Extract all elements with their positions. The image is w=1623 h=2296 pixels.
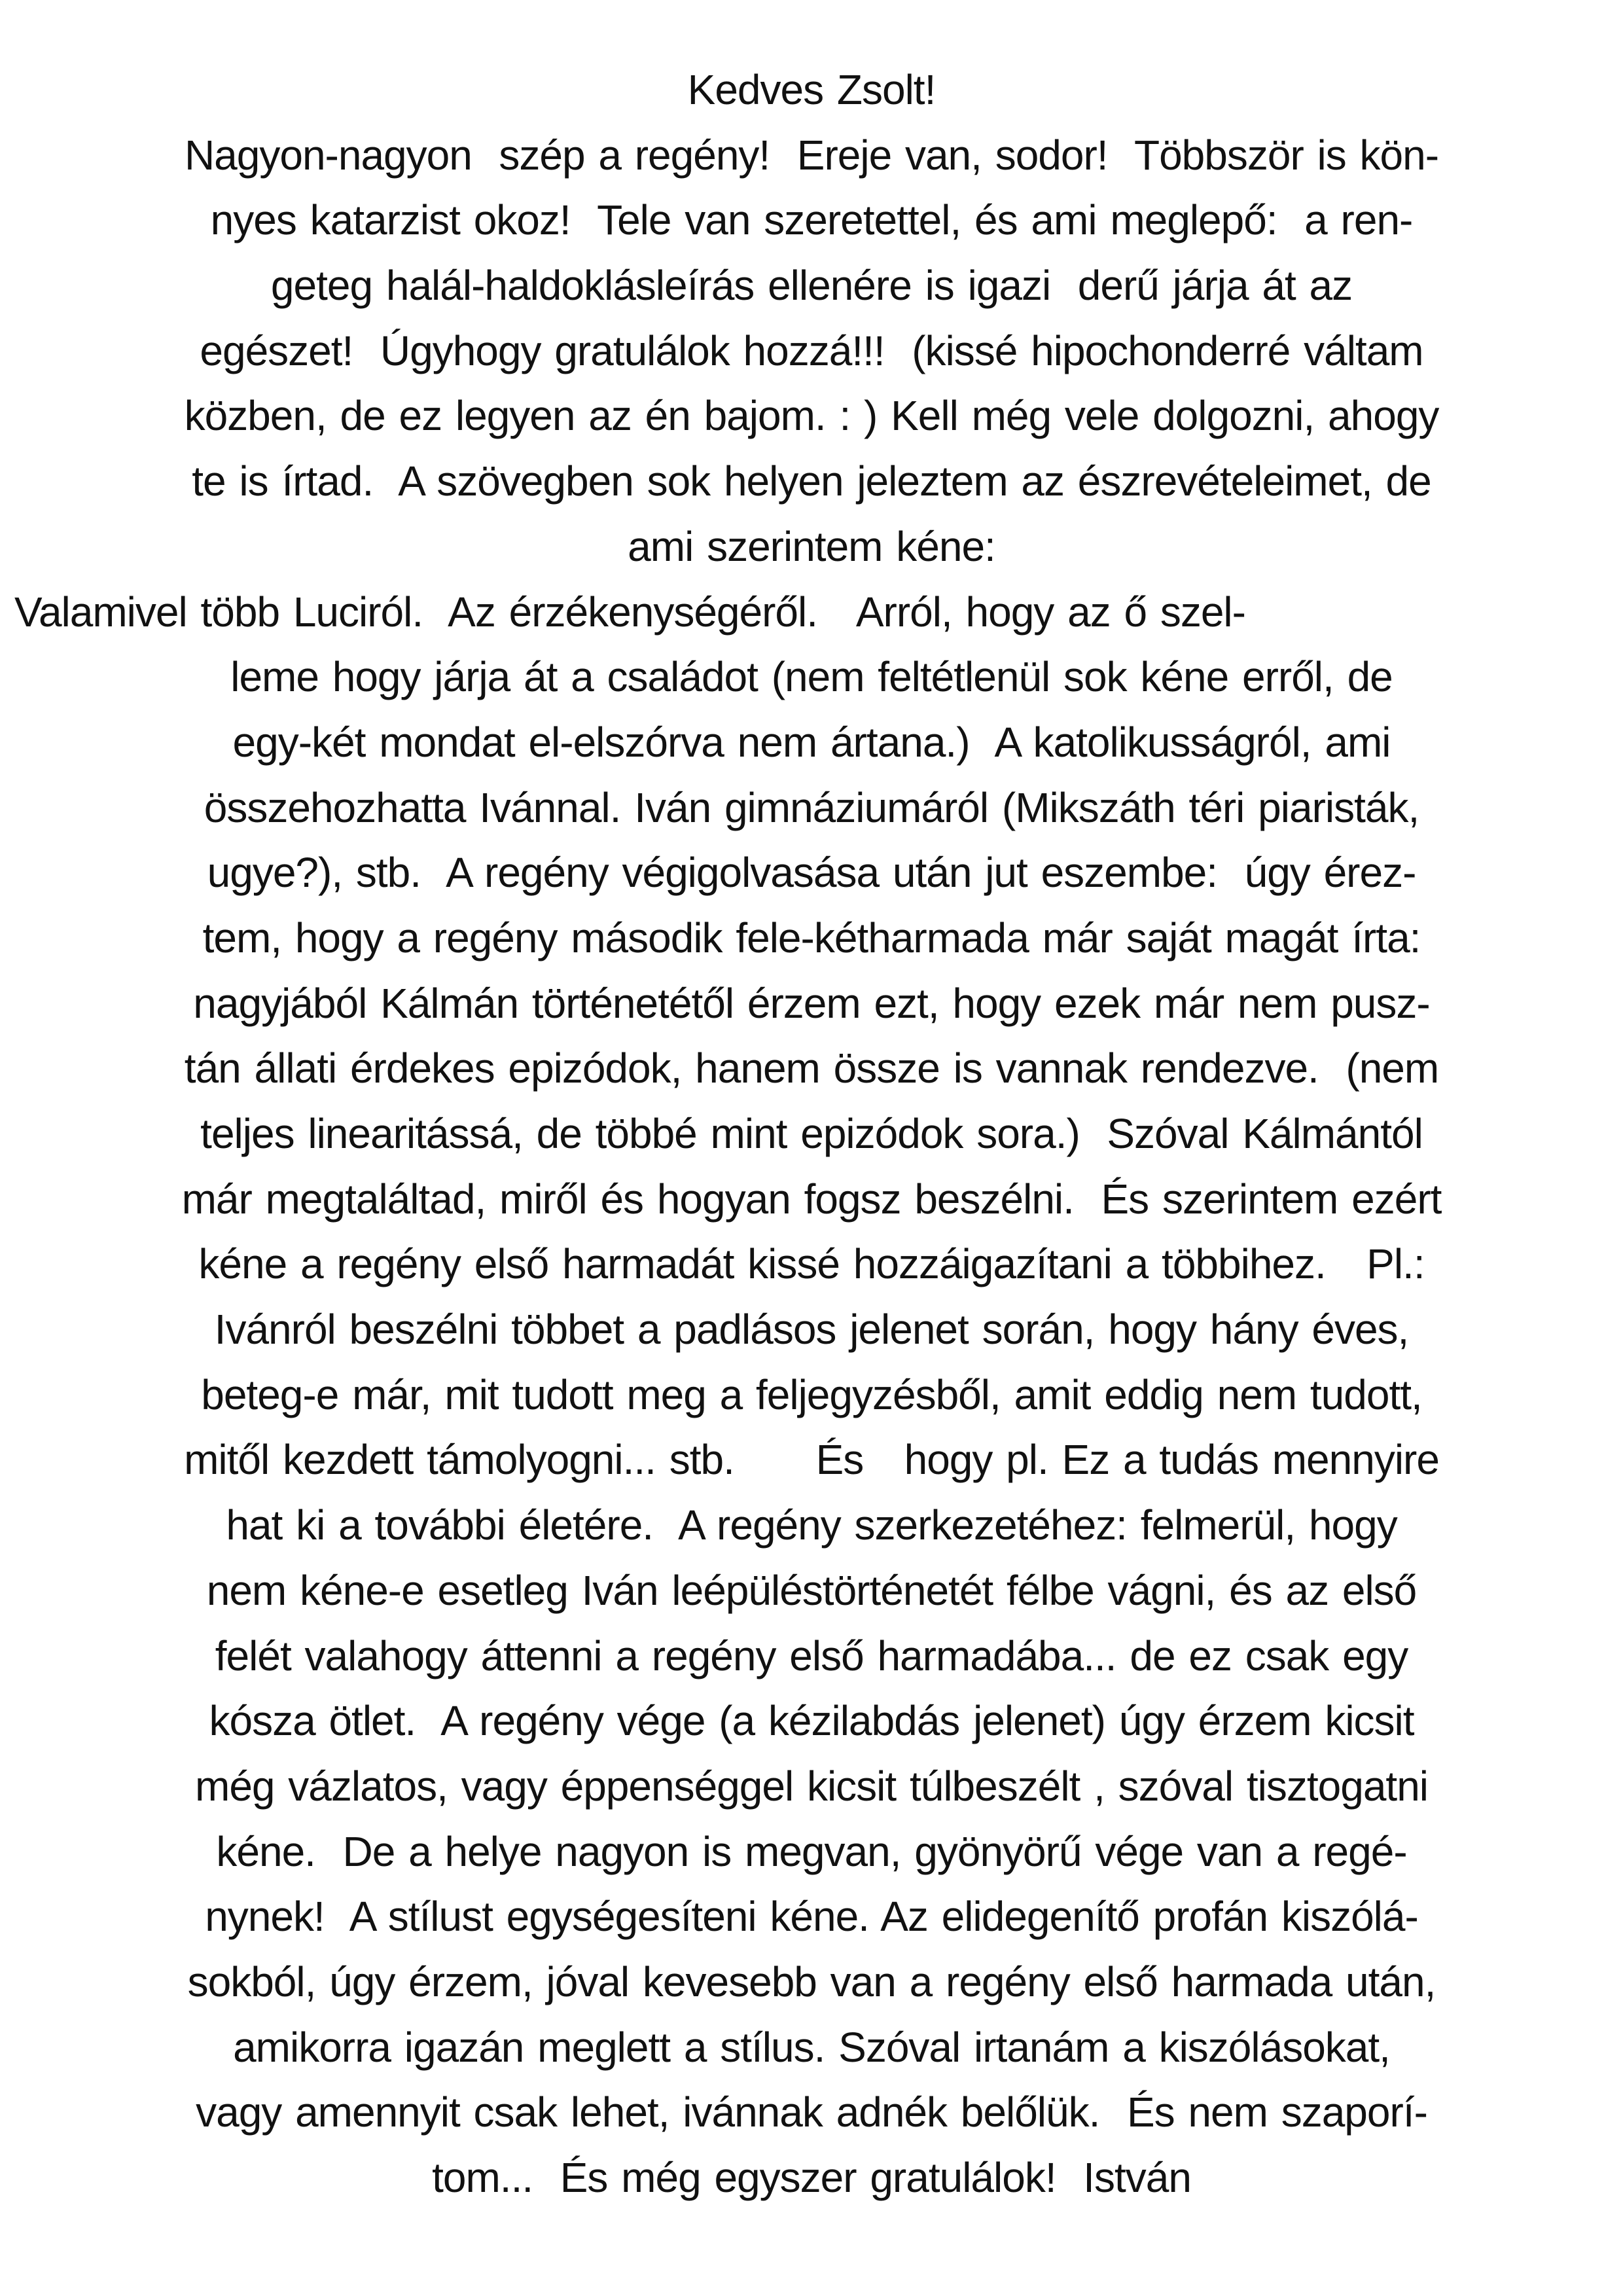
- letter-line: nyes katarzist okoz! Tele van szeretettel, és ami meglepő: a ren-: [210, 196, 1413, 244]
- letter-line: leme hogy járja át a családot (nem feltétlenül sok kéne erről, de: [230, 653, 1393, 701]
- letter-line: sokból, úgy érzem, jóval kevesebb van a regény első harmada után,: [187, 1958, 1436, 2005]
- letter-line: teljes linearitássá, de többé mint epizódok sora.) Szóval Kálmántól: [200, 1110, 1423, 1157]
- letter-line: nynek! A stílust egységesíteni kéne. Az elidegenítő profán kiszólá-: [205, 1893, 1418, 1941]
- letter-line: Ivánról beszélni többet a padlásos jelenet során, hogy hány éves,: [214, 1306, 1409, 1354]
- letter-line: amikorra igazán meglett a stílus. Szóval irtanám a kiszólásokat,: [233, 2023, 1390, 2071]
- letter-line: egészet! Úgyhogy gratulálok hozzá!!! (kissé hipochonderré váltam: [200, 327, 1423, 374]
- letter-line: még vázlatos, vagy éppenséggel kicsit túlbeszélt , szóval tisztogatni: [195, 1762, 1428, 1810]
- letter-line: már megtaláltad, miről és hogyan fogsz beszélni. És szerintem ezért: [181, 1175, 1442, 1223]
- letter-line: beteg-e már, mit tudott meg a feljegyzésből, amit eddig nem tudott,: [201, 1371, 1422, 1418]
- letter-line: tom... És még egyszer gratulálok! István: [432, 2154, 1191, 2201]
- letter-line: Valamivel több Luciról. Az érzékenységéről. Arról, hogy az ő szel-: [14, 588, 1245, 636]
- letter-greeting: Kedves Zsolt!: [687, 66, 936, 113]
- letter-line: mitől kezdett támolyogni... stb. És hogy pl. Ez a tudás mennyire: [184, 1436, 1439, 1484]
- letter-line: ami szerintem kéne:: [628, 522, 995, 570]
- letter-line: közben, de ez legyen az én bajom. : ) Kell még vele dolgozni, ahogy: [184, 392, 1439, 440]
- letter-line: kéne a regény első harmadát kissé hozzáigazítani a többihez. Pl.:: [198, 1240, 1425, 1288]
- letter-line: összehozhatta Ivánnal. Iván gimnáziumáról (Mikszáth téri piaristák,: [204, 783, 1419, 831]
- letter-line: tem, hogy a regény második fele-kétharmada már saját magát írta:: [202, 914, 1421, 961]
- letter-line: nagyjából Kálmán történetétől érzem ezt, hogy ezek már nem pusz-: [193, 979, 1430, 1027]
- letter-line: Nagyon-nagyon szép a regény! Ereje van, sodor! Többször is kön-: [184, 131, 1439, 179]
- letter-line: kéne. De a helye nagyon is megvan, gyönyörű vége van a regé-: [216, 1827, 1407, 1875]
- letter-line: hat ki a további életére. A regény szerkezetéhez: felmerül, hogy: [226, 1501, 1397, 1549]
- letter-line: nem kéne-e esetleg Iván leépüléstörténetét félbe vágni, és az első: [206, 1566, 1417, 1614]
- letter-line: te is írtad. A szövegben sok helyen jeleztem az észrevételeimet, de: [192, 457, 1431, 505]
- letter-line: kósza ötlet. A regény vége (a kézilabdás jelenet) úgy érzem kicsit: [209, 1697, 1414, 1745]
- letter-line: geteg halál-haldoklásleírás ellenére is igazi derű járja át az: [270, 262, 1353, 310]
- letter-line: tán állati érdekes epizódok, hanem össze is vannak rendezve. (nem: [184, 1045, 1439, 1092]
- letter-body: [0, 58, 1623, 2211]
- letter-line: vagy amennyit csak lehet, ivánnak adnék belőlük. És nem szaporí-: [196, 2089, 1427, 2136]
- letter-line: felét valahogy áttenni a regény első harmadába... de ez csak egy: [215, 1632, 1408, 1679]
- letter-line: egy-két mondat el-elszórva nem ártana.) A katolikusságról, ami: [232, 718, 1391, 766]
- letter-line: ugye?), stb. A regény végigolvasása után jut eszembe: úgy érez-: [207, 849, 1416, 897]
